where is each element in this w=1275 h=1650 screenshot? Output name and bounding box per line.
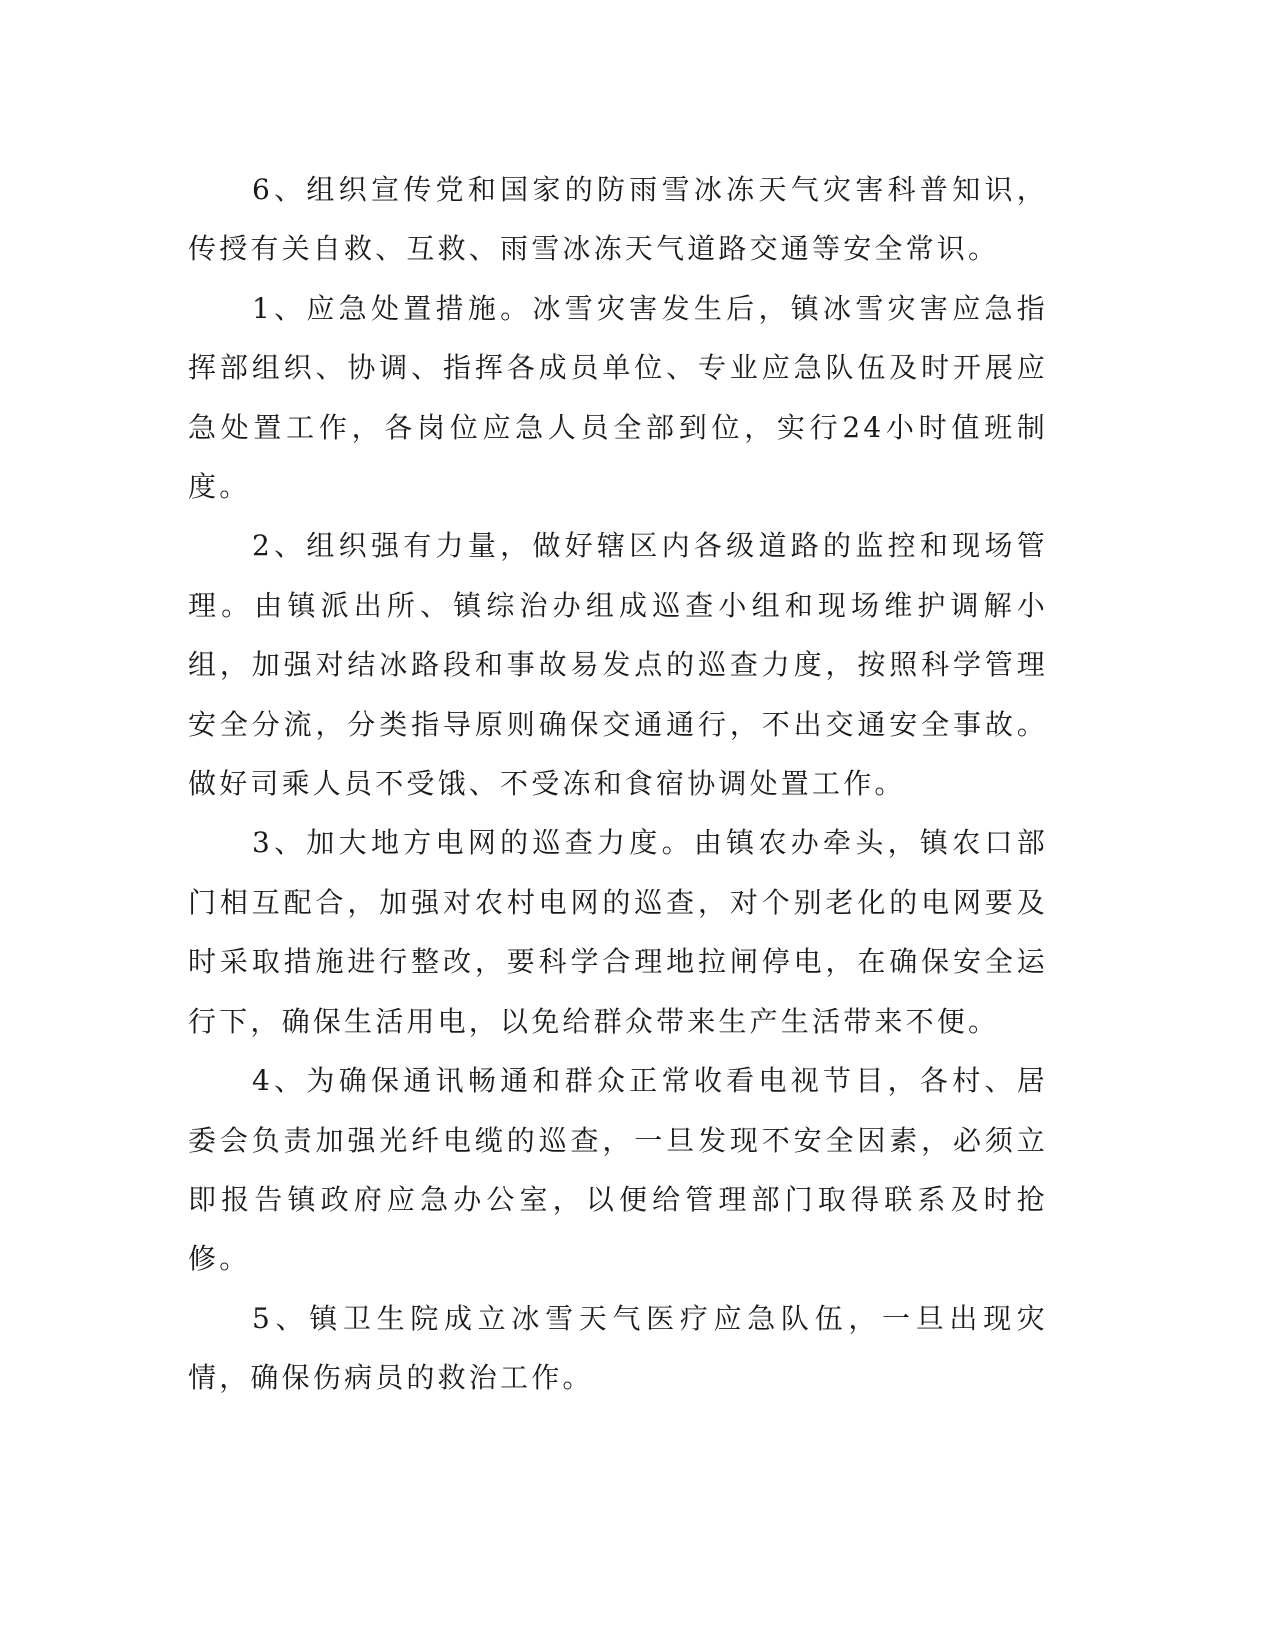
document-body bbox=[188, 160, 1048, 1408]
paragraph-item-4: 4、为确保通讯畅通和群众正常收看电视节目，各村、居委会负责加强光纤电缆的巡查，一旦发现不安全因素，必须立即报告镇政府应急办公室，以便给管理部门取得联系及时抢修。 bbox=[188, 1064, 1048, 1276]
paragraph-item-1: 1、应急处置措施。冰雪灾害发生后，镇冰雪灾害应急指挥部组织、协调、指挥各成员单位、专业应急队伍及时开展应急处置工作，各岗位应急人员全部到位，实行24小时值班制度。 bbox=[188, 291, 1048, 504]
paragraph-item-6: 6、组织宣传党和国家的防雨雪冰冻天气灾害科普知识，传授有关自救、互救、雨雪冰冻天气道路交通等安全常识。 bbox=[188, 173, 1048, 266]
paragraph-item-2: 2、组织强有力量，做好辖区内各级道路的监控和现场管理。由镇派出所、镇综治办组成巡查小组和现场维护调解小组，加强对结冰路段和事故易发点的巡查力度，按照科学管理安全分流，分类指导原则确保交通通行，不出交通安全事故。做好司乘人员不受饿、不受冻和食宿协调处置工作。 bbox=[188, 529, 1048, 801]
paragraph-item-5: 5、镇卫生院成立冰雪天气医疗应急队伍，一旦出现灾情，确保伤病员的救治工作。 bbox=[188, 1301, 1048, 1395]
paragraph-item-3: 3、加大地方电网的巡查力度。由镇农办牵头，镇农口部门相互配合，加强对农村电网的巡查，对个别老化的电网要及时采取措施进行整改，要科学合理地拉闸停电，在确保安全运行下，确保生活用电，以免给群众带来生产生活带来不便。 bbox=[188, 826, 1048, 1038]
